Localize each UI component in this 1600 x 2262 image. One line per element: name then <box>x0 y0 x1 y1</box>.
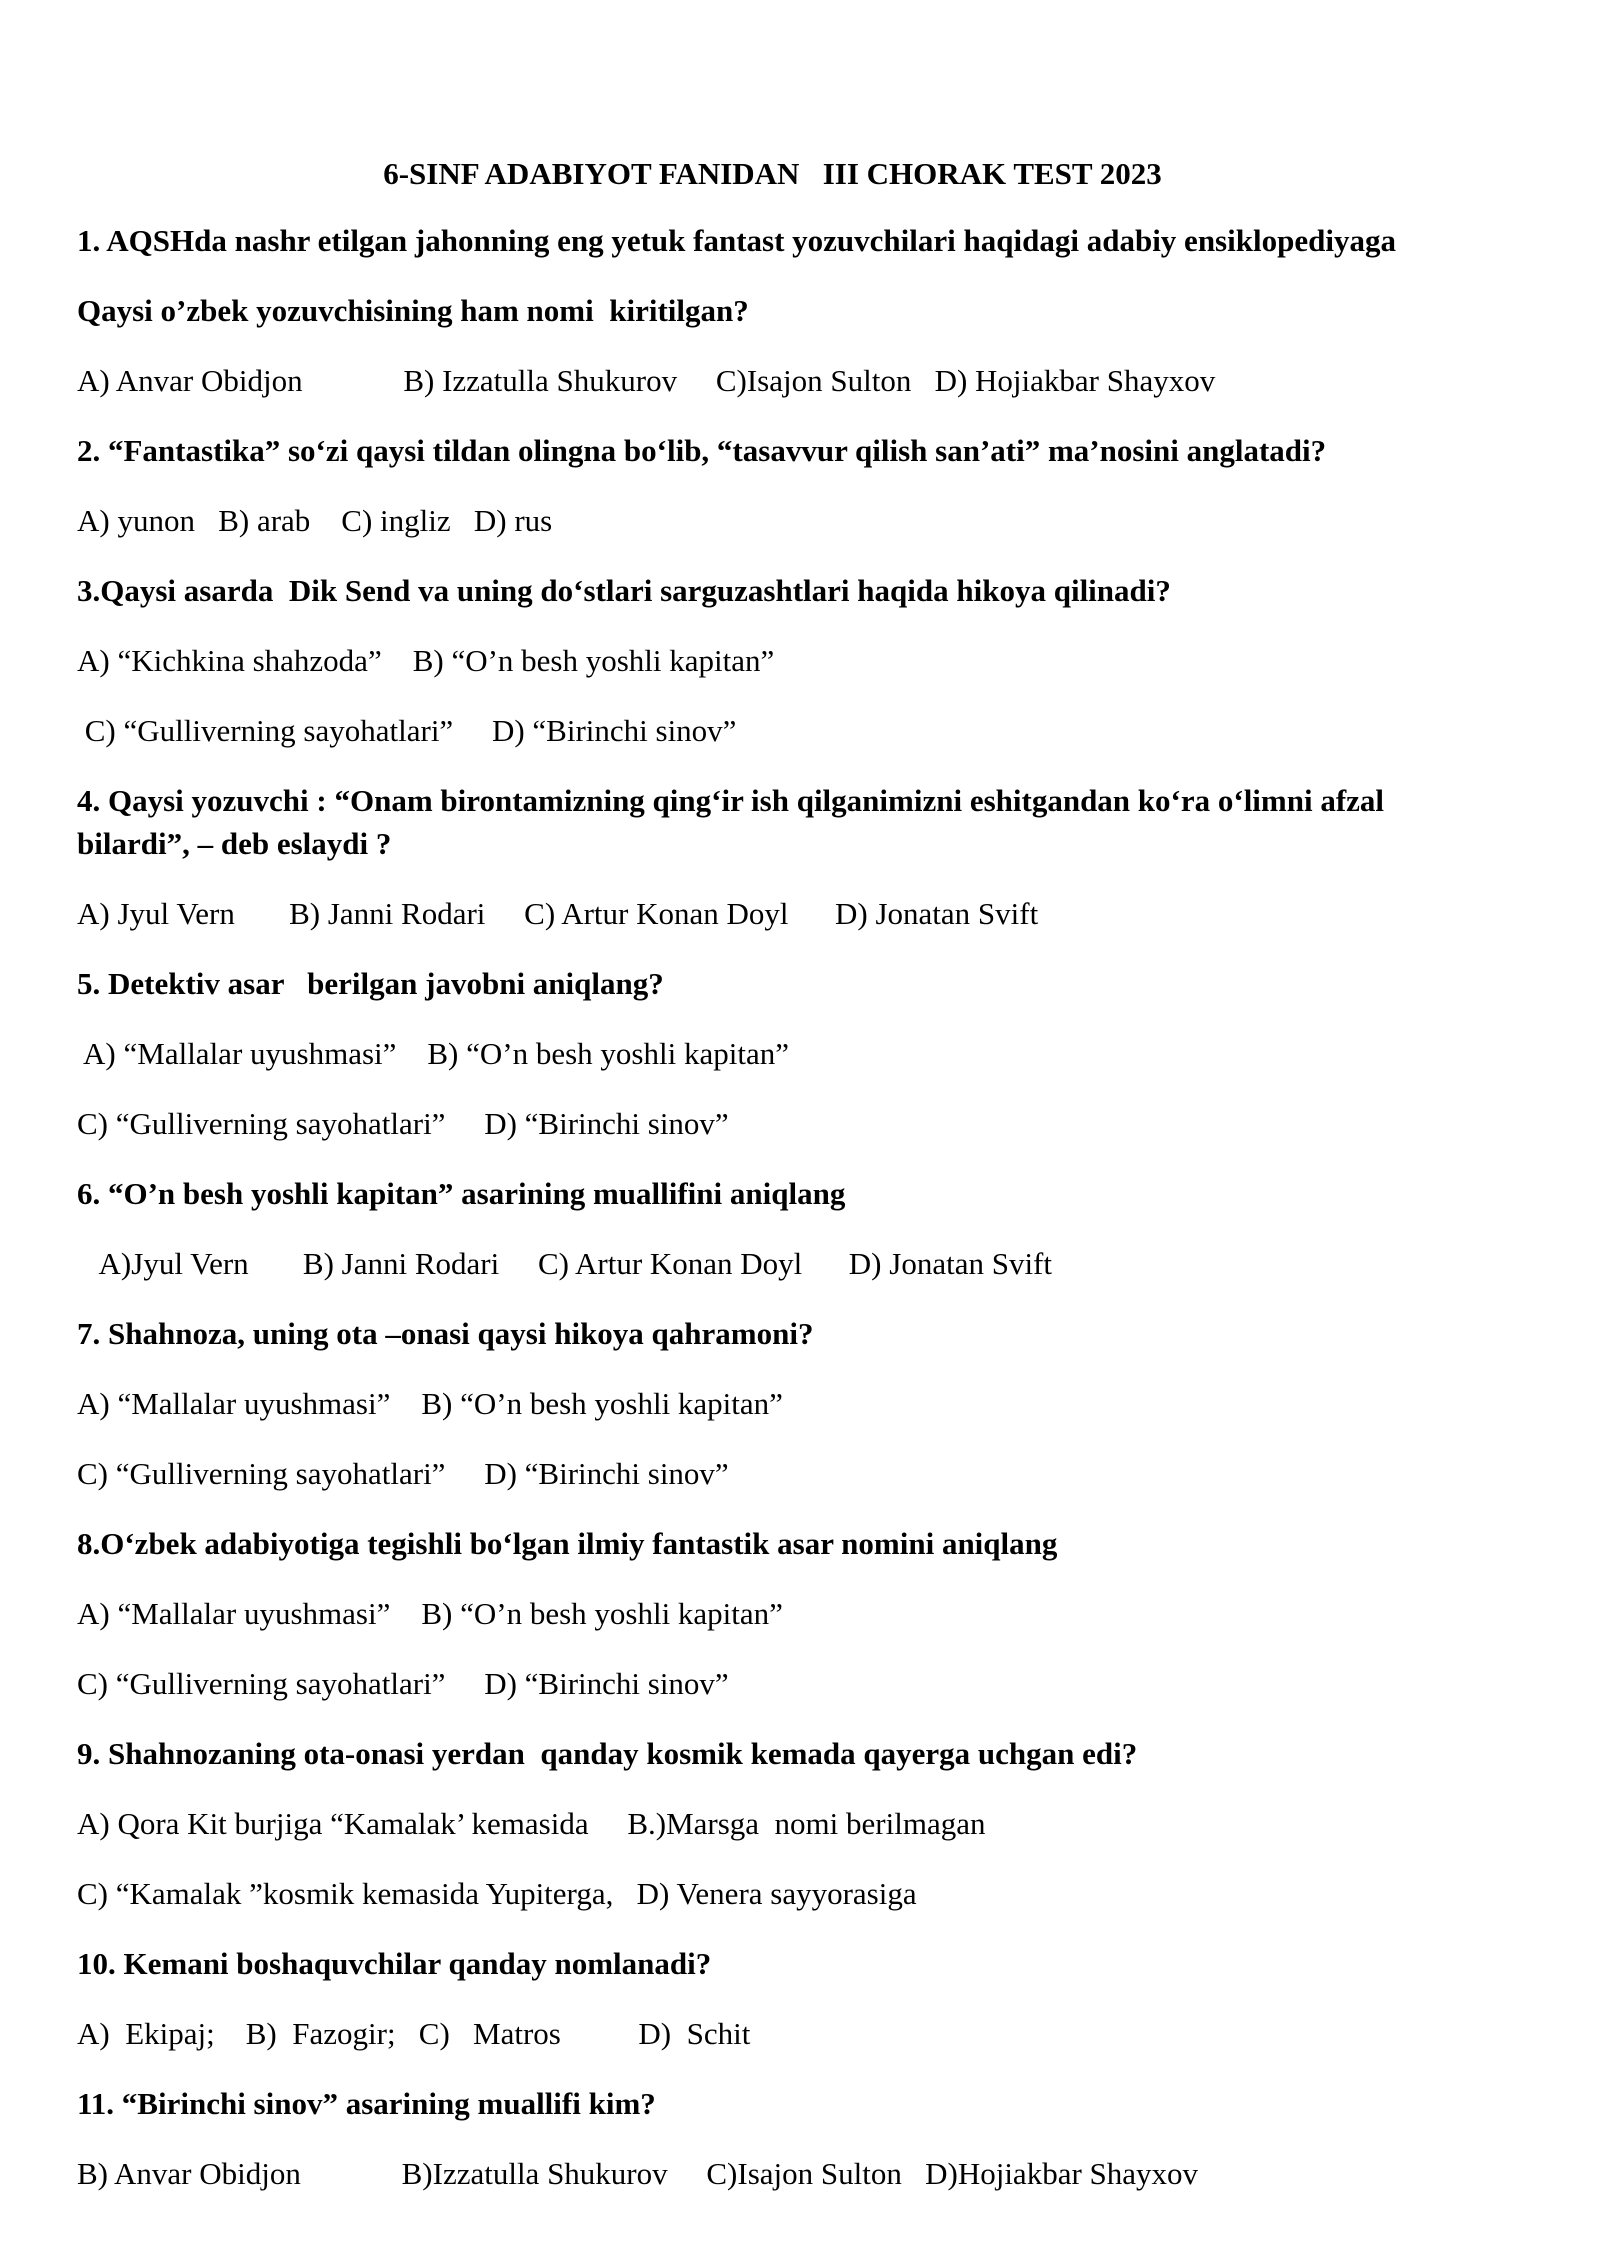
answer-options: A) Ekipaj; B) Fazogir; C) Matros D) Schit <box>77 2016 751 2051</box>
question-text: 6. “O’n besh yoshli kapitan” asarining muallifini aniqlang <box>77 1176 846 1211</box>
answer-options: C) “Gulliverning sayohatlari” D) “Birinchi sinov” <box>77 1666 729 1701</box>
question-text: 11. “Birinchi sinov” asarining muallifi kim? <box>77 2086 656 2121</box>
answer-options: A) Jyul Vern B) Janni Rodari C) Artur Konan Doyl D) Jonatan Svift <box>77 896 1039 931</box>
question-text: 1. AQSHda nashr etilgan jahonning eng yetuk fantast yozuvchilari haqidagi adabiy ensiklopediyaga <box>77 223 1396 258</box>
answer-options: A) “Mallalar uyushmasi” B) “O’n besh yoshli kapitan” <box>77 1386 783 1421</box>
question-text: 4. Qaysi yozuvchi : “Onam birontamizning qing‘ir ish qilganimizni eshitgandan ko‘ra o‘limni afzal <box>77 783 1385 818</box>
question-text: Qaysi o’zbek yozuvchisining ham nomi kiritilgan? <box>77 293 749 328</box>
question-text: 2. “Fantastika” so‘zi qaysi tildan olingna bo‘lib, “tasavvur qilish san’ati” ma’nosini anglatadi? <box>77 433 1327 468</box>
page-title: 6-SINF ADABIYOT FANIDAN III CHORAK TEST 2023 <box>383 156 1162 191</box>
answer-options: A) Qora Kit burjiga “Kamalak’ kemasida B.)Marsga nomi berilmagan <box>77 1806 986 1841</box>
answer-options: A) Anvar Obidjon B) Izzatulla Shukurov C)Isajon Sulton D) Hojiakbar Shayxov <box>77 363 1216 398</box>
answer-options: A) “Mallalar uyushmasi” B) “O’n besh yoshli kapitan” <box>77 1036 789 1071</box>
question-text: 10. Kemani boshaquvchilar qanday nomlanadi? <box>77 1946 712 1981</box>
answer-options: B) Anvar Obidjon B)Izzatulla Shukurov C)Isajon Sulton D)Hojiakbar Shayxov <box>77 2156 1199 2191</box>
answer-options: A)Jyul Vern B) Janni Rodari C) Artur Konan Doyl D) Jonatan Svift <box>77 1246 1052 1281</box>
question-text: 9. Shahnozaning ota-onasi yerdan qanday kosmik kemada qayerga uchgan edi? <box>77 1736 1138 1771</box>
answer-options: A) “Mallalar uyushmasi” B) “O’n besh yoshli kapitan” <box>77 1596 783 1631</box>
answer-options: C) “Gulliverning sayohatlari” D) “Birinchi sinov” <box>77 713 737 748</box>
question-text: 8.O‘zbek adabiyotiga tegishli bo‘lgan ilmiy fantastik asar nomini aniqlang <box>77 1526 1058 1561</box>
answer-options: C) “Kamalak ”kosmik kemasida Yupiterga, D) Venera sayyorasiga <box>77 1876 917 1911</box>
answer-options: C) “Gulliverning sayohatlari” D) “Birinchi sinov” <box>77 1456 729 1491</box>
answer-options: A) “Kichkina shahzoda” B) “O’n besh yoshli kapitan” <box>77 643 775 678</box>
question-text: 3.Qaysi asarda Dik Send va uning do‘stlari sarguzashtlari haqida hikoya qilinadi? <box>77 573 1171 608</box>
question-text: 5. Detektiv asar berilgan javobni aniqlang? <box>77 966 664 1001</box>
answer-options: A) yunon B) arab C) ingliz D) rus <box>77 503 553 538</box>
question-text: bilardi”, – deb eslaydi ? <box>77 826 392 861</box>
question-text: 7. Shahnoza, uning ota –onasi qaysi hikoya qahramoni? <box>77 1316 814 1351</box>
answer-options: C) “Gulliverning sayohatlari” D) “Birinchi sinov” <box>77 1106 729 1141</box>
